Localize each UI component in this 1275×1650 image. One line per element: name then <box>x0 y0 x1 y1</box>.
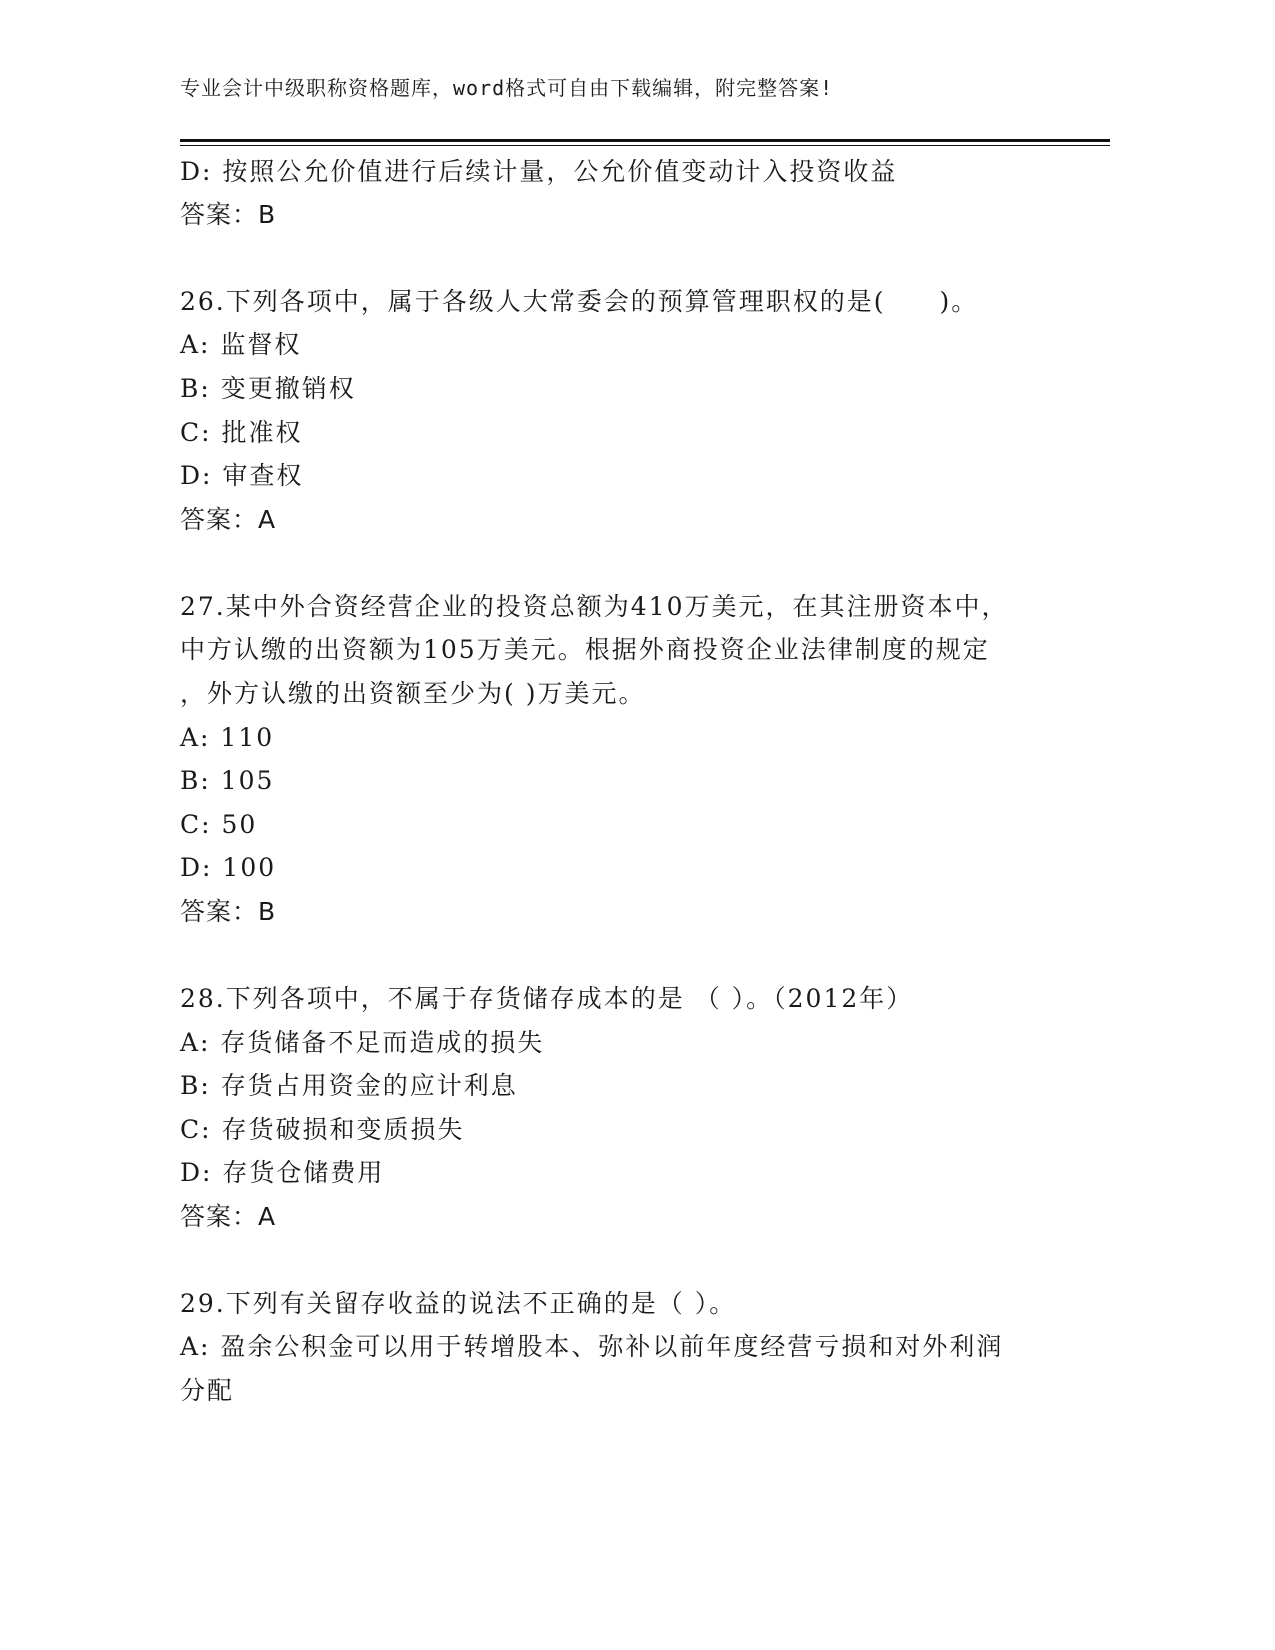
question-27-option-c: C: 50 <box>180 810 258 839</box>
option-d: D: 按照公允价值进行后续计量，公允价值变动计入投资收益 <box>180 157 898 186</box>
question-28-option-c: C: 存货破损和变质损失 <box>180 1115 465 1144</box>
question-29-stem: 29.下列有关留存收益的说法不正确的是（ ）。 <box>180 1289 737 1318</box>
page-header: 专业会计中级职称资格题库，word格式可自由下载编辑，附完整答案! <box>180 76 834 100</box>
question-28-option-d: D: 存货仓储费用 <box>180 1158 385 1187</box>
question-26-option-b: B: 变更撤销权 <box>180 374 356 403</box>
question-27-stem-line-1: 27.某中外合资经营企业的投资总额为410万美元，在其注册资本中， <box>180 592 1009 621</box>
question-27-option-a: A: 110 <box>180 723 275 752</box>
header-divider-thick <box>180 139 1110 142</box>
question-27-stem-line-3: ，外方认缴的出资额至少为( )万美元。 <box>180 679 646 708</box>
question-26-option-a: A: 监督权 <box>180 330 302 359</box>
question-29-option-a-continuation: 分配 <box>180 1376 235 1405</box>
question-27-option-b: B: 105 <box>180 766 275 795</box>
question-29-option-a: A: 盈余公积金可以用于转增股本、弥补以前年度经营亏损和对外利润 <box>180 1332 1004 1361</box>
question-26-answer: 答案：A <box>180 505 277 534</box>
answer: 答案：B <box>180 200 277 229</box>
question-28-option-b: B: 存货占用资金的应计利息 <box>180 1071 518 1100</box>
question-28-stem: 28.下列各项中，不属于存货储存成本的是 （ ）。（2012年） <box>180 984 914 1013</box>
question-27-answer: 答案：B <box>180 897 277 926</box>
question-27-option-d: D: 100 <box>180 853 277 882</box>
header-divider-thin <box>180 145 1110 146</box>
question-28-option-a: A: 存货储备不足而造成的损失 <box>180 1028 545 1057</box>
question-28-answer: 答案：A <box>180 1202 277 1231</box>
question-27-stem-line-2: 中方认缴的出资额为105万美元。根据外商投资企业法律制度的规定 <box>180 635 990 664</box>
question-26-option-c: C: 批准权 <box>180 418 303 447</box>
question-26-stem: 26.下列各项中，属于各级人大常委会的预算管理职权的是( )。 <box>180 287 979 316</box>
question-26-option-d: D: 审查权 <box>180 461 304 490</box>
